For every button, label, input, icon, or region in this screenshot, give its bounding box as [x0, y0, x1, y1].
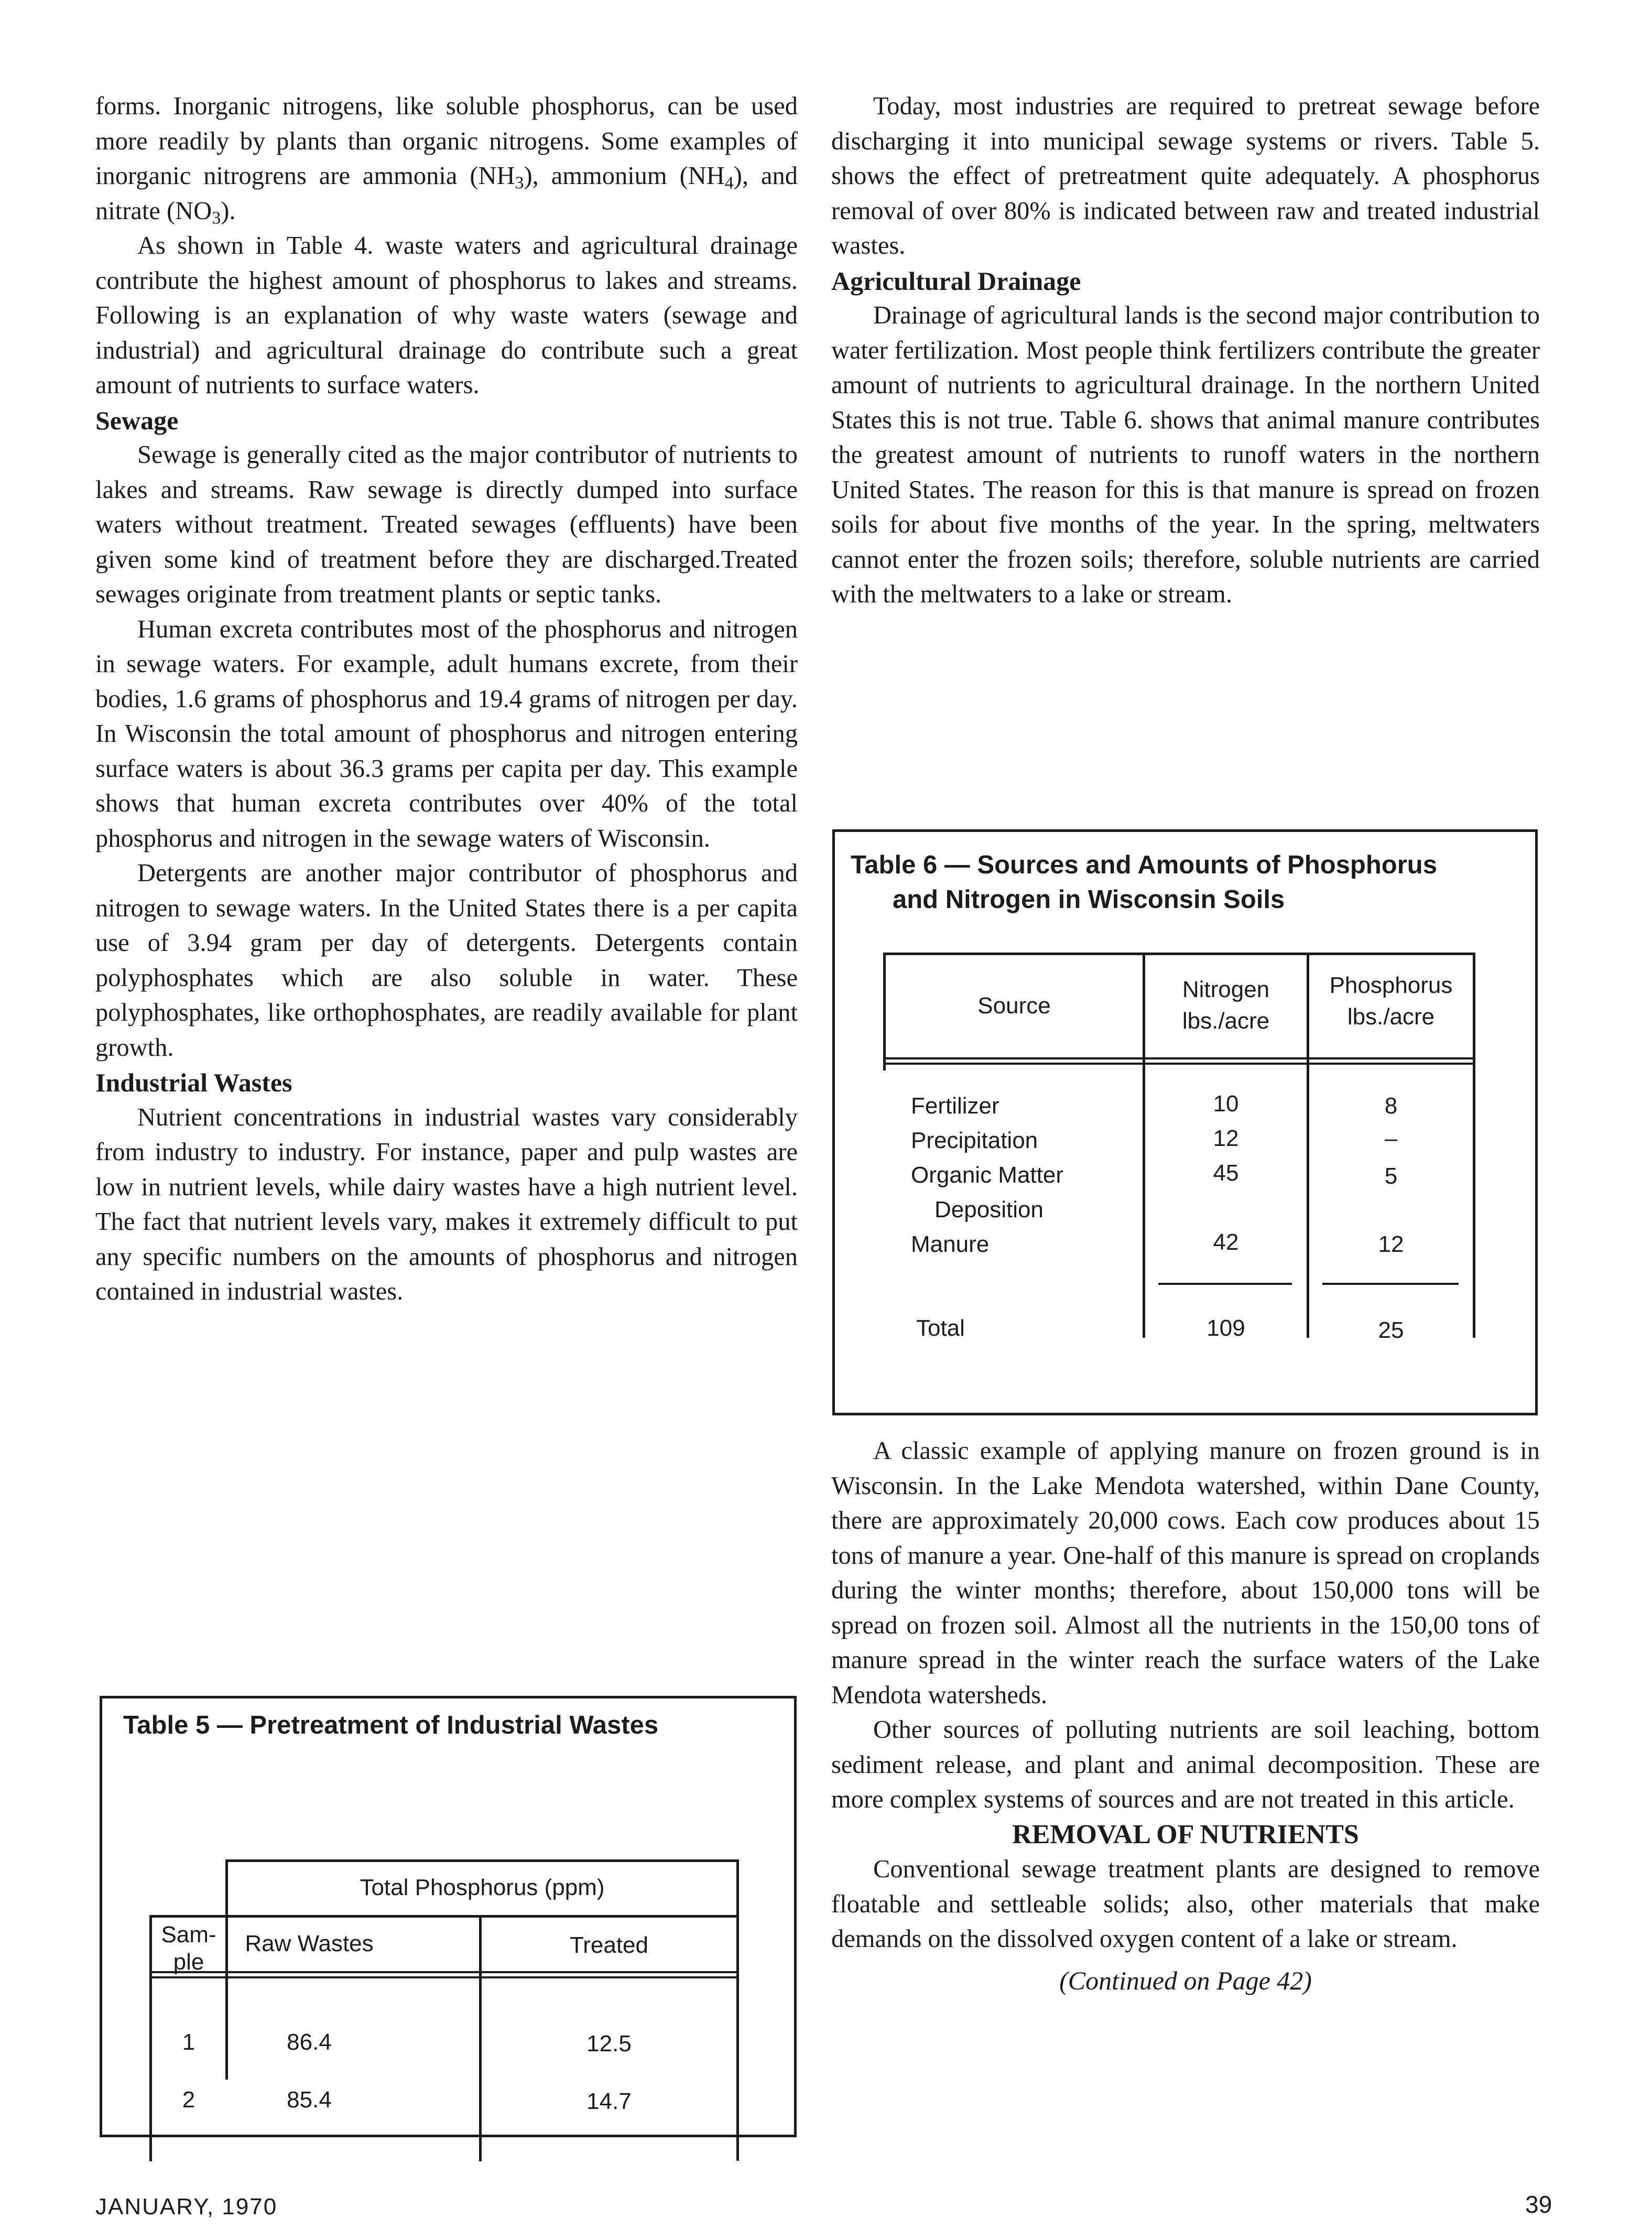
paragraph-inorganic-nitrogens: forms. Inorganic nitrogens, like soluble phosphorus, can be used more readily by plants than organic nitrogens. Some examples of inorganic nitrogrens are ammonia $(NH_3)$, ammonium $(NH_4)$, and nitrate $(NO_3)$.: [95, 92, 798, 228]
paragraph-pretreatment: Today, most industries are required to pretreat sewage before discharging it into municipal sewage systems or rivers. Table 5. shows the effect of pretreatment quite adequately. A phosphorus removal of over 80% is indicated between raw and treated industrial wastes.: [831, 92, 1540, 259]
table5-col-sample-2: ple: [173, 1949, 204, 1975]
table6-header-rule-1: [883, 1057, 1475, 1059]
paragraph-industrial-wastes: Nutrient concentrations in industrial wastes vary considerably from industry to industry. For instance, paper and pulp wastes are low in nutrient levels, while dairy wastes have a high nutrient level. The fact that nutrient levels vary, makes it extremely difficult to put any specific numbers on the amounts of phosphorus and nitrogen contained in industrial wastes.: [95, 1103, 798, 1305]
table6-col-nitrogen-2: lbs./acre: [1182, 1008, 1270, 1034]
table5-cell-raw: 86.4: [287, 2029, 332, 2055]
paragraph-table4: As shown in Table 4. waste waters and agricultural drainage contribute the highest amount of phosphorus to lakes and streams. Following is an explanation of why waste waters (sewage and industrial) and agricultural drainage do contribute such a great amount of nutrients to surface waters.: [95, 232, 798, 399]
table5-cell-treated: 12.5: [586, 2031, 632, 2057]
table5-cell-treated: 14.7: [586, 2089, 632, 2114]
table5-col-sample-1: Sam-: [161, 1922, 216, 1947]
table6-col-nitrogen-1: Nitrogen: [1182, 977, 1270, 1002]
table6-title-line1: Table 6 — Sources and Amounts of Phosphorus: [851, 851, 1437, 879]
table6-top-rule: [883, 953, 1475, 955]
table5-col-raw: Raw Wastes: [245, 1931, 374, 1956]
table5-col-treated: Treated: [569, 1932, 648, 1958]
table6-col-phosphorus-1: Phosphorus: [1329, 972, 1453, 998]
table5-header-rule-1: [149, 1971, 739, 1973]
table5-header-rule-2: [149, 1976, 739, 1978]
table6-cell-source: Deposition: [934, 1197, 1044, 1222]
table5-right-rule: [736, 1859, 739, 2161]
paragraph-other-sources: Other sources of polluting nutrients are soil leaching, bottom sediment release, and plant and animal decomposition. These are more complex systems of sources and are not treated in this article.: [831, 1716, 1540, 1813]
table6-cell-phosphorus: 12: [1378, 1231, 1404, 1257]
heading-removal-of-nutrients: REMOVAL OF NUTRIENTS: [1012, 1819, 1359, 1849]
paragraph-sewage: Sewage is generally cited as the major contributor of nutrients to lakes and streams. Raw sewage is directly dumped into surface waters without treatment. Treated sewages (effluents) have been given some kind of treatment before they are discharged.Treated sewages originate from treatment plants or septic tanks.: [95, 441, 798, 608]
table6-cell-source: Manure: [911, 1231, 990, 1257]
table6-cell-phosphorus: 8: [1384, 1093, 1398, 1119]
heading-sewage: Sewage: [95, 405, 179, 435]
table6-header-rule-2: [883, 1063, 1475, 1065]
table6-col-source: Source: [977, 993, 1051, 1019]
table5-group-header: Total Phosphorus (ppm): [360, 1875, 605, 1900]
paragraph-human-excreta: Human excreta contributes most of the phosphorus and nitrogen in sewage waters. For example, adult humans excrete, from their bodies, 1.6 grams of phosphorus and 19.4 grams of nitrogen per day. In Wisconsin the total amount of phosphorus and nitrogen entering surface waters is about 36.3 grams per capita per day. This example shows that human excreta contributes over 40% of the total phosphorus and nitrogen in the sewage waters of Wisconsin.: [95, 615, 798, 852]
table5-title: Table 5 — Pretreatment of Industrial Wastes: [123, 1711, 659, 1739]
table5-subheader-rule: [149, 1915, 739, 1918]
table6-cell-nitrogen: 12: [1213, 1126, 1239, 1151]
footer-page-number: 39: [1525, 2191, 1552, 2218]
continued-note: (Continued on Page 42): [1059, 1965, 1312, 1995]
heading-industrial-wastes: Industrial Wastes: [95, 1068, 292, 1097]
table6-cell-nitrogen: 10: [1213, 1091, 1239, 1117]
heading-agricultural-drainage: Agricultural Drainage: [831, 266, 1081, 296]
table6-cell-phosphorus: 5: [1384, 1163, 1398, 1189]
table5-cell-sample: 2: [182, 2087, 195, 2113]
table5: [100, 1696, 797, 2137]
table6-cell-source: Fertilizer: [911, 1093, 999, 1119]
table6-right-rule: [1473, 953, 1475, 1338]
table6-cell-source: Precipitation: [911, 1128, 1038, 1153]
table6-cell-nitrogen: 42: [1213, 1229, 1239, 1255]
paragraph-detergents: Detergents are another major contributor of phosphorus and nitrogen to sewage waters. In the United States there is a per capita use of 3.94 gram per day of detergents. Detergents contain polyphosphates which are also soluble in water. These polyphosphates, like orthophosphates, are readily available for plant growth.: [95, 859, 798, 1062]
table6-nitrogen-sum-rule: [1158, 1283, 1292, 1285]
table6-total-label: Total: [916, 1315, 965, 1341]
table6-total-phosphorus: 25: [1378, 1317, 1404, 1343]
table6-cell-source: Organic Matter: [911, 1162, 1063, 1188]
right-column-bottom: [831, 1434, 1540, 1998]
footer-issue-date: JANUARY, 1970: [95, 2194, 278, 2220]
table6-cell-nitrogen: 45: [1213, 1160, 1239, 1186]
table5-top-rule: [225, 1859, 739, 1862]
table6-col-phosphorus-2: lbs./acre: [1347, 1004, 1435, 1030]
table5-cell-sample: 1: [182, 2029, 195, 2055]
table6-phosphorus-sum-rule: [1322, 1283, 1459, 1285]
table6-cell-phosphorus: –: [1384, 1126, 1398, 1151]
paragraph-agricultural-drainage: Drainage of agricultural lands is the second major contribution to water fertilization. Most people think fertilizers contribute the greater amount of nutrients to agricultural drainage. In the northern United States this is not true. Table 6. shows that animal manure contributes the greatest amount of nutrients to runoff waters in the northern United States. The reason for this is that manure is spread on frozen soils for about five months of the year. In the spring, meltwaters cannot enter the frozen soils; therefore, soluble nutrients are carried with the meltwaters to a lake or stream.: [831, 301, 1540, 608]
paragraph-conventional-treatment: Conventional sewage treatment plants are designed to remove floatable and settleable solids; also, other materials that make demands on the dissolved oxygen content of a lake or stream.: [831, 1855, 1540, 1953]
table5-cell-raw: 85.4: [287, 2087, 332, 2113]
table6-total-nitrogen: 109: [1207, 1315, 1245, 1341]
table6-title-line2: and Nitrogen in Wisconsin Soils: [893, 885, 1285, 914]
paragraph-lake-mendota: A classic example of applying manure on frozen ground is in Wisconsin. In the Lake Mendota watershed, within Dane County, there are approximately 20,000 cows. Each cow produces about 15 tons of manure a year. One-half of this manure is spread on croplands during the winter months; therefore, about 150,000 tons will be spread on frozen soil. Almost all the nutrients in the 150,00 tons of manure spread in the winter reach the surface waters of the Lake Mendota watersheds.: [831, 1437, 1540, 1709]
left-column: [95, 89, 798, 1310]
right-column-top: [831, 89, 1540, 612]
table6: [832, 829, 1538, 1415]
